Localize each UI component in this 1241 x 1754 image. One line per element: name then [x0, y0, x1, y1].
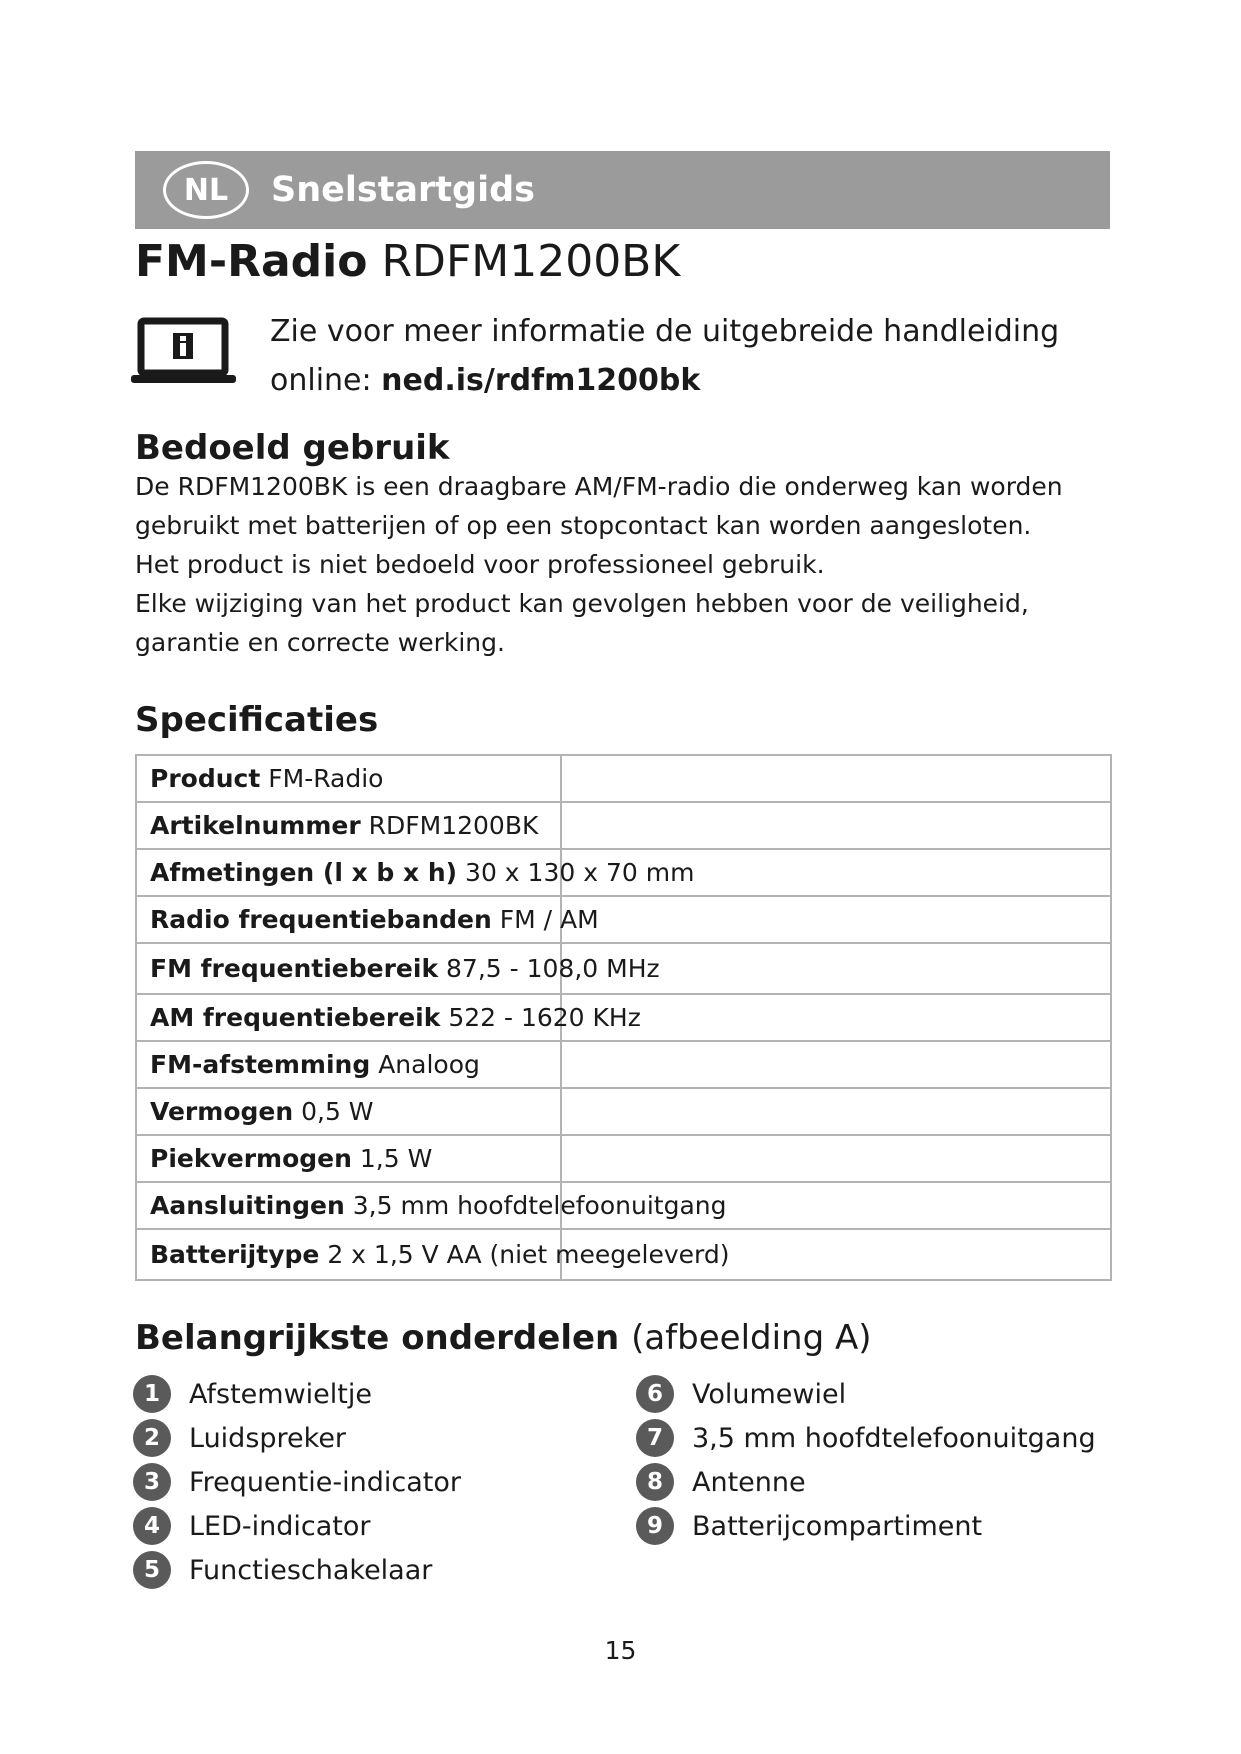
list-item	[636, 1419, 1096, 1457]
part-label: Frequentie-indicator	[189, 1466, 461, 1498]
list-item	[636, 1375, 846, 1413]
part-number-badge: 6	[636, 1375, 674, 1413]
specifications-table	[135, 754, 1112, 1281]
table-row	[136, 1182, 1111, 1229]
spec-empty-cell	[561, 755, 1111, 802]
part-number-badge: 9	[636, 1507, 674, 1545]
table-row	[136, 1088, 1111, 1135]
page-title	[135, 236, 680, 287]
part-label: Luidspreker	[189, 1422, 347, 1454]
spec-cell	[136, 943, 660, 994]
part-label: 3,5 mm hoofdtelefoonuitgang	[692, 1422, 1096, 1454]
section-banner	[135, 151, 1110, 229]
list-item	[133, 1551, 432, 1589]
spec-cell	[136, 1135, 561, 1182]
spec-empty-cell	[561, 994, 1111, 1041]
spec-value: FM-Radio	[268, 764, 384, 793]
intended-use-text	[135, 467, 1125, 662]
spec-key: Afmetingen (l x b x h)	[150, 858, 458, 887]
spec-key: Radio frequentiebanden	[150, 905, 492, 934]
table-row	[136, 896, 1111, 943]
list-item	[133, 1419, 346, 1457]
info-line-2-prefix: online:	[270, 363, 372, 398]
spec-value: 30 x 130 x 70 mm	[465, 858, 695, 887]
list-item	[133, 1375, 372, 1413]
product-name: FM-Radio	[135, 236, 368, 287]
part-label: Functieschakelaar	[189, 1554, 433, 1586]
spec-key: Batterijtype	[150, 1240, 320, 1269]
table-row	[136, 802, 1111, 849]
table-row	[136, 994, 1111, 1041]
spec-value: 87,5 - 108,0 MHz	[446, 954, 660, 983]
spec-cell	[136, 755, 561, 802]
spec-empty-cell	[561, 896, 1111, 943]
model-number: RDFM1200BK	[381, 236, 681, 287]
spec-value: 0,5 W	[301, 1097, 374, 1126]
spec-cell	[136, 1182, 727, 1229]
list-item	[133, 1463, 461, 1501]
spec-key: Piekvermogen	[150, 1144, 352, 1173]
part-label: Batterijcompartiment	[692, 1510, 983, 1542]
spec-key: Vermogen	[150, 1097, 294, 1126]
spec-cell	[136, 802, 561, 849]
main-parts-heading	[135, 1318, 872, 1358]
spec-key: Artikelnummer	[150, 811, 361, 840]
banner-title: Snelstartgids	[271, 170, 535, 210]
page-number: 15	[604, 1636, 637, 1665]
part-number-badge: 1	[133, 1375, 171, 1413]
part-number-badge: 7	[636, 1419, 674, 1457]
spec-cell	[136, 1088, 561, 1135]
list-item	[636, 1507, 982, 1545]
main-parts-heading-figure-ref: (afbeelding A)	[631, 1318, 872, 1358]
part-number-badge: 3	[133, 1463, 171, 1501]
intended-use-paragraph: De RDFM1200BK is een draagbare AM/FM-radio die onderweg kan worden gebruikt met batterijen of op een stopcontact kan worden aangesloten.	[135, 472, 1063, 540]
laptop-info-icon	[131, 317, 236, 385]
intended-use-paragraph: Het product is niet bedoeld voor professioneel gebruik.	[135, 550, 825, 579]
part-label: LED-indicator	[189, 1510, 371, 1542]
spec-key: Aansluitingen	[150, 1191, 345, 1220]
info-line-1: Zie voor meer informatie de uitgebreide handleiding	[270, 314, 1060, 349]
spec-empty-cell	[561, 802, 1111, 849]
table-row	[136, 849, 1111, 896]
spec-key: FM frequentiebereik	[150, 954, 439, 983]
part-label: Volumewiel	[692, 1378, 847, 1410]
spec-value: 1,5 W	[359, 1144, 433, 1173]
spec-value: RDFM1200BK	[368, 811, 539, 840]
language-badge: NL	[163, 161, 249, 219]
specifications-heading: Specificaties	[135, 700, 379, 740]
list-item	[636, 1463, 806, 1501]
intended-use-heading: Bedoeld gebruik	[135, 428, 450, 468]
spec-key: AM frequentiebereik	[150, 1003, 441, 1032]
spec-key: FM-afstemming	[150, 1050, 371, 1079]
spec-value: Analoog	[378, 1050, 480, 1079]
spec-key: Product	[150, 764, 261, 793]
table-row	[136, 1229, 1111, 1280]
table-row	[136, 755, 1111, 802]
main-parts-heading-bold: Belangrijkste onderdelen	[135, 1318, 620, 1358]
part-number-badge: 5	[133, 1551, 171, 1589]
table-row	[136, 1135, 1111, 1182]
online-manual-note	[270, 307, 1110, 405]
part-label: Afstemwieltje	[189, 1378, 372, 1410]
list-item	[133, 1507, 371, 1545]
spec-value: 3,5 mm hoofdtelefoonuitgang	[352, 1191, 727, 1220]
manual-link[interactable]: ned.is/rdfm1200bk	[381, 363, 701, 398]
spec-cell	[136, 1229, 730, 1280]
part-number-badge: 8	[636, 1463, 674, 1501]
table-row	[136, 943, 1111, 994]
part-number-badge: 4	[133, 1507, 171, 1545]
part-number-badge: 2	[133, 1419, 171, 1457]
spec-cell	[136, 994, 641, 1041]
spec-cell	[136, 896, 599, 943]
spec-empty-cell	[561, 1088, 1111, 1135]
spec-value: 2 x 1,5 V AA (niet meegeleverd)	[327, 1240, 730, 1269]
spec-empty-cell	[561, 1041, 1111, 1088]
spec-empty-cell	[561, 1135, 1111, 1182]
spec-cell	[136, 1041, 561, 1088]
part-label: Antenne	[692, 1466, 806, 1498]
table-row	[136, 1041, 1111, 1088]
spec-cell	[136, 849, 695, 896]
spec-value: 522 - 1620 KHz	[448, 1003, 641, 1032]
intended-use-paragraph: Elke wijziging van het product kan gevolgen hebben voor de veiligheid, garantie en correcte werking.	[135, 589, 1029, 657]
spec-value: FM / AM	[499, 905, 599, 934]
